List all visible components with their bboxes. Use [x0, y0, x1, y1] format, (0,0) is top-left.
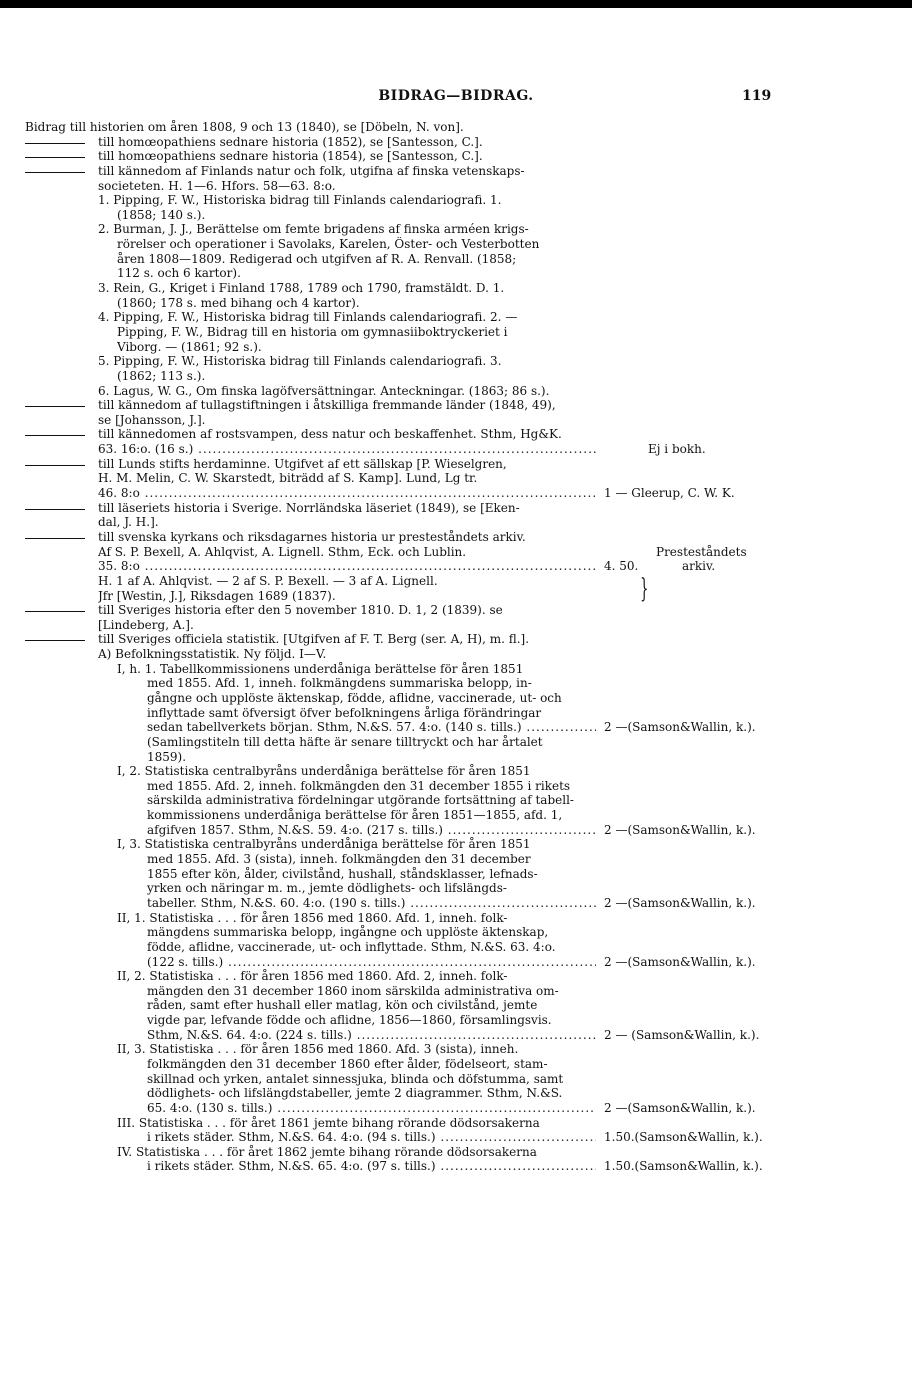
- entry-line: [0, 427, 912, 442]
- entry-line: [0, 662, 912, 677]
- entry-line: [0, 779, 912, 794]
- entry-line: [0, 911, 912, 926]
- page-title: BIDRAG—BIDRAG.: [378, 88, 534, 104]
- entry-text: H. M. Melin, C. W. Skarstedt, biträdd af S. Kamp]. Lund, Lg tr.: [98, 471, 478, 486]
- entry-text: 46. 8:o .....: [98, 486, 596, 501]
- entry-line: [0, 896, 912, 911]
- entry-text: yrken och näringar m. m., jemte dödlighets- och lifslängds-: [147, 881, 507, 896]
- entry-text: (122 s. tills.) .....: [147, 955, 596, 970]
- entry-text: till homœopathiens sednare historia (1854), se [Santesson, C.].: [98, 149, 483, 164]
- ditto-dash: [25, 406, 85, 407]
- price-note: 4. 50.: [604, 559, 639, 574]
- entry-text: födde, aflidne, vaccinerade, ut- och inflyttade. Sthm, N.&S. 63. 4:o.: [147, 939, 556, 954]
- entry-line: [0, 691, 912, 706]
- entry-text: (1862; 113 s.).: [117, 368, 206, 383]
- entry-line: [0, 149, 912, 164]
- entry-line: [0, 925, 912, 940]
- entry-text: mängdens summariska belopp, ingångne och upplöste äktenskap,: [147, 925, 549, 940]
- entry-text: till Sveriges officiela statistik. [Utgifven af F. T. Berg (ser. A, H), m. fl.].: [98, 632, 530, 647]
- entry-line: [0, 193, 912, 208]
- entry-text: inflyttade samt öfversigt öfver befolkningens årliga förändringar: [147, 705, 542, 720]
- entry-text: till Lunds stifts herdaminne. Utgifvet af ett sällskap [P. Wieselgren,: [98, 456, 507, 471]
- entry-text: i rikets städer. Sthm, N.&S. 65. 4:o. (97 s. tills.) .....: [147, 1159, 596, 1174]
- entry-text: 6. Lagus, W. G., Om finska lagöfversättningar. Anteckningar. (1863; 86 s.).: [98, 383, 550, 398]
- price-note: arkiv.: [682, 559, 716, 574]
- entry-text: IV. Statistiska . . . för året 1862 jemte bihang rörande dödsorsakerna: [117, 1144, 537, 1159]
- entry-line: [0, 369, 912, 384]
- entry-text: med 1855. Afd. 3 (sista), inneh. folkmängden den 31 december: [147, 852, 531, 867]
- entry-line: [0, 823, 912, 838]
- price-note: 2 —(Samson&Wallin, k.).: [604, 895, 756, 910]
- entry-line: [0, 618, 912, 633]
- entry-text: dödlighets- och lifslängdstabeller, jemte 2 diagrammer. Sthm, N.&S.: [147, 1086, 563, 1101]
- entry-text: råden, samt efter hushall eller matlag, kön och civilstånd, jemte: [147, 998, 538, 1013]
- entry-line: [0, 1086, 912, 1101]
- entry-text: (1858; 140 s.).: [117, 207, 206, 222]
- entry-line: [0, 1028, 912, 1043]
- entry-text: II, 1. Statistiska . . . för åren 1856 med 1860. Afd. 1, inneh. folk-: [117, 910, 508, 925]
- entry-line: [0, 208, 912, 223]
- entry-line: [0, 1057, 912, 1072]
- entry-line: [0, 384, 912, 399]
- entry-line: [0, 179, 912, 194]
- entry-line: [0, 486, 912, 501]
- entry-line: [0, 955, 912, 970]
- entry-text: II, 3. Statistiska . . . för åren 1856 med 1860. Afd. 3 (sista), inneh.: [117, 1042, 519, 1057]
- entry-line: [0, 852, 912, 867]
- ditto-dash: [25, 172, 85, 173]
- entry-text: 1855 efter kön, ålder, civilstånd, hushall, ståndsklasser, lefnads-: [147, 866, 538, 881]
- entry-line: [0, 501, 912, 516]
- entry-line: [0, 940, 912, 955]
- entry-line: [0, 398, 912, 413]
- entry-text: (Samlingstiteln till detta häfte är senare tilltryckt och har årtalet: [147, 734, 543, 749]
- entry-text: I, 2. Statistiska centralbyråns underdåniga berättelse för åren 1851: [117, 764, 531, 779]
- entry-line: [0, 984, 912, 999]
- entry-line: [0, 413, 912, 428]
- entry-text: I, h. 1. Tabellkommissionens underdåniga berättelse för åren 1851: [117, 661, 524, 676]
- entry-text: med 1855. Afd. 1, inneh. folkmängdens summariska belopp, in-: [147, 676, 532, 691]
- entry-text: 65. 4:o. (130 s. tills.) .....: [147, 1101, 596, 1116]
- entry-text: 1. Pipping, F. W., Historiska bidrag till Finlands calendariografi. 1.: [98, 193, 502, 208]
- entry-text: II, 2. Statistiska . . . för åren 1856 med 1860. Afd. 2, inneh. folk-: [117, 969, 508, 984]
- entry-text: skillnad och yrken, antalet sinnessjuka, blinda och döfstumma, samt: [147, 1071, 564, 1086]
- price-note: 2 —(Samson&Wallin, k.).: [604, 954, 756, 969]
- entry-text: till Sveriges historia efter den 5 november 1810. D. 1, 2 (1839). se: [98, 603, 503, 618]
- entry-text: Jfr [Westin, J.], Riksdagen 1689 (1837).: [98, 588, 336, 603]
- price-note: 2 — (Samson&Wallin, k.).: [604, 1027, 760, 1042]
- entry-text: mängden den 31 december 1860 inom särskilda administrativa om-: [147, 983, 559, 998]
- entry-line: [0, 237, 912, 252]
- entry-line: [0, 266, 912, 281]
- entry-text: (1860; 178 s. med bihang och 4 kartor).: [117, 295, 360, 310]
- entry-line: [0, 340, 912, 355]
- entry-text: till kännedomen af rostsvampen, dess natur och beskaffenhet. Sthm, Hg&K.: [98, 427, 562, 442]
- entry-text: med 1855. Afd. 2, inneh. folkmängden den 31 december 1855 i rikets: [147, 778, 571, 793]
- entry-line: [0, 1116, 912, 1131]
- entry-text: afgifven 1857. Sthm, N.&S. 59. 4:o. (217 s. tills.) .....: [147, 823, 596, 838]
- entry-line: [0, 1159, 912, 1174]
- entry-text: i rikets städer. Sthm, N.&S. 64. 4:o. (94 s. tills.) .....: [147, 1130, 596, 1145]
- entry-text: 4. Pipping, F. W., Historiska bidrag till Finlands calendariografi. 2. —: [98, 310, 518, 325]
- entry-line: [0, 676, 912, 691]
- entry-line: [0, 998, 912, 1013]
- entry-text: till svenska kyrkans och riksdagarnes historia ur presteståndets arkiv.: [98, 529, 526, 544]
- entry-line: [0, 515, 912, 530]
- price-note: 1 — Gleerup, C. W. K.: [604, 486, 735, 501]
- entry-text: till homœopathiens sednare historia (1852), se [Santesson, C.].: [98, 134, 483, 149]
- entry-text: I, 3. Statistiska centralbyråns underdåniga berättelse för åren 1851: [117, 837, 531, 852]
- entry-text: särskilda administrativa fördelningar utgörande fortsättning af tabell-: [147, 793, 574, 808]
- entry-line: [0, 252, 912, 267]
- entry-text: 3. Rein, G., Kriget i Finland 1788, 1789 och 1790, framstäldt. D. 1.: [98, 281, 505, 296]
- entry-text: till kännedom af Finlands natur och folk, utgifna af finska vetenskaps-: [98, 163, 525, 178]
- entry-line: [0, 867, 912, 882]
- scan-edge: [0, 0, 912, 8]
- price-note: 2 —(Samson&Wallin, k.).: [604, 1100, 756, 1115]
- entry-line: [0, 559, 912, 574]
- entry-text: tabeller. Sthm, N.&S. 60. 4:o. (190 s. tills.) .....: [147, 896, 596, 911]
- price-note: 1.50.(Samson&Wallin, k.).: [604, 1159, 763, 1174]
- entry-text: 63. 16:o. (16 s.) .....: [98, 442, 596, 457]
- entry-text: se [Johansson, J.].: [98, 412, 206, 427]
- price-note: 1.50.(Samson&Wallin, k.).: [604, 1130, 763, 1145]
- entry-line: [0, 837, 912, 852]
- catalog-entries: [0, 120, 912, 1174]
- entry-text: folkmängden den 31 december 1860 efter ålder, födelseort, stam-: [147, 1057, 548, 1071]
- ditto-dash: [25, 435, 85, 436]
- ditto-dash: [25, 465, 85, 466]
- entry-line: [0, 442, 912, 457]
- entry-line: [0, 632, 912, 647]
- entry-line: [0, 574, 912, 589]
- entry-line: [0, 1101, 912, 1116]
- ditto-dash: [25, 143, 85, 144]
- entry-line: [0, 222, 912, 237]
- entry-line: [0, 706, 912, 721]
- entry-line: [0, 603, 912, 618]
- entry-line: [0, 530, 912, 545]
- entry-text: sedan tabellverkets början. Sthm, N.&S. 57. 4:o. (140 s. tills.) .....: [147, 720, 596, 735]
- entry-line: [0, 735, 912, 750]
- entry-text: till läseriets historia i Sverige. Norrländska läseriet (1849), se [Eken-: [98, 500, 520, 515]
- entry-text: 5. Pipping, F. W., Historiska bidrag till Finlands calendariografi. 3.: [98, 354, 502, 369]
- entry-line: [0, 969, 912, 984]
- entry-line: [0, 1145, 912, 1160]
- entry-text: societeten. H. 1—6. Hfors. 58—63. 8:o.: [98, 178, 336, 193]
- ditto-dash: [25, 538, 85, 539]
- brace-symbol: }: [640, 574, 649, 604]
- entry-text: kommissionens underdåniga berättelse för åren 1851—1855, afd. 1,: [147, 808, 563, 823]
- entry-line: [0, 545, 912, 560]
- entry-text: III. Statistiska . . . för året 1861 jemte bihang rörande dödsorsakerna: [117, 1115, 540, 1130]
- entry-text: Sthm, N.&S. 64. 4:o. (224 s. tills.) .....: [147, 1028, 596, 1043]
- entry-text: åren 1808—1809. Redigerad och utgifven af R. A. Renvall. (1858;: [117, 251, 517, 266]
- entry-line: [0, 720, 912, 735]
- ditto-dash: [25, 640, 85, 641]
- entry-line: [0, 808, 912, 823]
- entry-line: [0, 120, 912, 135]
- entry-text: 2. Burman, J. J., Berättelse om femte brigadens af finska arméen krigs-: [98, 222, 529, 237]
- entry-line: [0, 881, 912, 896]
- entry-line: [0, 325, 912, 340]
- entry-line: [0, 471, 912, 486]
- entry-line: [0, 764, 912, 779]
- entry-line: [0, 354, 912, 369]
- entry-text: rörelser och operationer i Savolaks, Karelen, Öster- och Vesterbotten: [117, 237, 540, 252]
- price-note: 2 —(Samson&Wallin, k.).: [604, 822, 756, 837]
- entry-line: [0, 793, 912, 808]
- entry-line: [0, 647, 912, 662]
- entry-text: A) Befolkningsstatistik. Ny följd. I—V.: [98, 647, 327, 662]
- entry-text: Pipping, F. W., Bidrag till en historia om gymnasiiboktryckeriet i: [117, 324, 508, 339]
- price-note: Ej i bokh.: [648, 442, 706, 457]
- entry-line: [0, 281, 912, 296]
- ditto-dash: [25, 157, 85, 158]
- ditto-dash: [25, 509, 85, 510]
- entry-text: till kännedom af tullagstiftningen i åtskilliga fremmande länder (1848, 49),: [98, 398, 556, 413]
- entry-line: [0, 589, 912, 604]
- entry-text: Viborg. — (1861; 92 s.).: [117, 339, 262, 354]
- entry-text: Af S. P. Bexell, A. Ahlqvist, A. Lignell. Sthm, Eck. och Lublin.: [98, 544, 467, 559]
- entry-text: H. 1 af A. Ahlqvist. — 2 af S. P. Bexell. — 3 af A. Lignell.: [98, 573, 438, 588]
- price-note: 2 —(Samson&Wallin, k.).: [604, 720, 756, 735]
- entry-line: [0, 457, 912, 472]
- entry-line: [0, 1013, 912, 1028]
- entry-line: [0, 1130, 912, 1145]
- entry-text: dal, J. H.].: [98, 515, 159, 530]
- ditto-dash: [25, 611, 85, 612]
- entry-line: [0, 164, 912, 179]
- entry-line: [0, 750, 912, 765]
- page-number: 119: [742, 88, 772, 104]
- price-note: Presteståndets: [656, 544, 747, 559]
- entry-text: [Lindeberg, A.].: [98, 617, 194, 632]
- entry-line: [0, 310, 912, 325]
- entry-line: [0, 296, 912, 311]
- entry-text: 35. 8:o .....: [98, 559, 596, 574]
- entry-text: 1859).: [147, 749, 187, 764]
- entry-text: gångne och upplöste äktenskap, födde, aflidne, vaccinerade, ut- och: [147, 690, 562, 705]
- entry-line: [0, 1072, 912, 1087]
- entry-text: Bidrag till historien om åren 1808, 9 och 13 (1840), se [Döbeln, N. von].: [25, 120, 464, 134]
- entry-text: 112 s. och 6 kartor).: [117, 266, 241, 281]
- entry-text: vigde par, lefvande födde och aflidne, 1856—1860, församlingsvis.: [147, 1013, 552, 1028]
- entry-line: [0, 1042, 912, 1057]
- entry-line: [0, 135, 912, 150]
